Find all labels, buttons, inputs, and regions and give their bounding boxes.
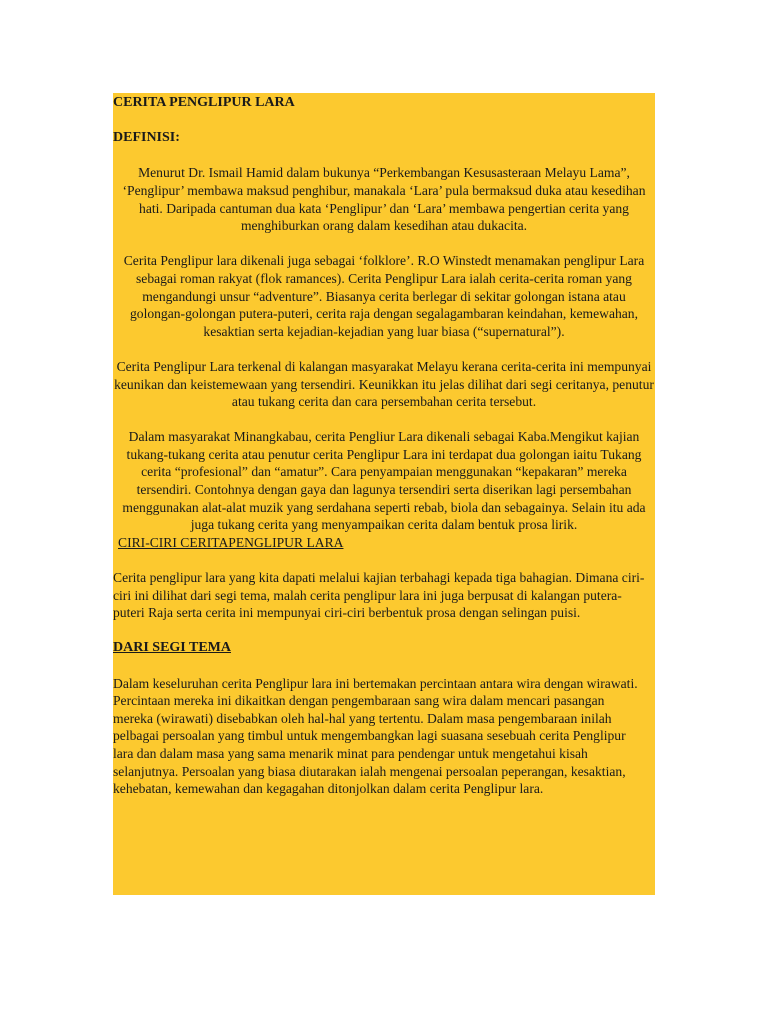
tema-heading: DARI SEGI TEMA xyxy=(113,640,231,656)
ciri-heading: CIRI-CIRI CERITAPENGLIPUR LARA xyxy=(118,534,344,550)
document-title: CERITA PENGLIPUR LARA xyxy=(113,95,295,110)
definisi-heading: DEFINISI: xyxy=(113,130,180,146)
paragraph-definisi: Menurut Dr. Ismail Hamid dalam bukunya “Perkembangan Kesusasteraan Melayu Lama”, ‘Penglipur’ membawa maksud penghibur, manakala ‘Lara’ pula bermaksud duka atau kesedihan hati. Daripada cantuman dua kata ‘Penglipur’ dan ‘Lara’ membawa pengertian cerita yang menghiburkan orang dalam kesedihan atau dukacita. xyxy=(122,165,646,234)
paragraph-folklore: Cerita Penglipur lara dikenali juga sebagai ‘folklore’. R.O Winstedt menamakan penglipur Lara sebagai roman rakyat (flok ramances). Cerita Penglipur Lara ialah cerita-cerita roman yang mengandungi unsur “adventure”. Biasanya cerita berlegar di sekitar golongan istana atau golongan-golongan putera-puteri, cerita raja dengan segalagambaran keindahan, kemewahan, kesaktian serta kejadian-kejadian yang luar biasa (“supernatural”). xyxy=(123,253,645,339)
document-body xyxy=(113,94,655,798)
paragraph-tema: Dalam keseluruhan cerita Penglipur lara ini bertemakan percintaan antara wira dengan wirawati. Percintaan mereka ini dikaitkan dengan pengembaraan sang wira dalam mencari pasangan mereka (wirawati) disebabkan oleh hal-hal yang tertentu. Dalam masa pengembaraan inilah pelbagai persoalan yang timbul untuk mengembangkan lagi suasana sesebuah cerita Penglipur lara dan dalam masa yang sama menarik minat para pendengar untuk mengetahui kisah selanjutnya. Persoalan yang biasa diutarakan ialah mengenai persoalan peperangan, kesaktian, kehebatan, kemewahan dan kegagahan ditonjolkan dalam cerita Penglipur lara. xyxy=(113,675,638,797)
paragraph-terkenal: Cerita Penglipur Lara terkenal di kalangan masyarakat Melayu kerana cerita-cerita ini mempunyai keunikan dan keistemewaan yang tersendiri. Keunikkan itu jelas dilihat dari segi ceritanya, penutur atau tukang cerita dan cara persembahan cerita tersebut. xyxy=(114,358,654,410)
paragraph-minangkabau: Dalam masyarakat Minangkabau, cerita Pengliur Lara dikenali sebagai Kaba.Mengikut kajian tukang-tukang cerita atau penutur cerita Penglipur Lara ini terdapat dua golongan iaitu Tukang cerita “profesional” dan “amatur”. Cara penyampaian menggunakan “kepakaran” mereka tersendiri. Contohnya dengan gaya dan lagunya tersendiri serta diserikan lagi persembahan menggunakan alat-alat muzik yang serdahana seperti rebab, biola dan sebagainya. Selain itu ada juga tukang cerita yang menyampaikan cerita dalam bentuk prosa lirik. xyxy=(122,429,646,533)
paragraph-ciri: Cerita penglipur lara yang kita dapati melalui kajian terbahagi kepada tiga bahagian. Dimana ciri-ciri ini dilihat dari segi tema, malah cerita penglipur lara ini juga berpusat di kalangan putera-puteri Raja serta cerita ini mempunyai ciri-ciri berbentuk prosa dengan selingan puisi. xyxy=(113,570,645,621)
